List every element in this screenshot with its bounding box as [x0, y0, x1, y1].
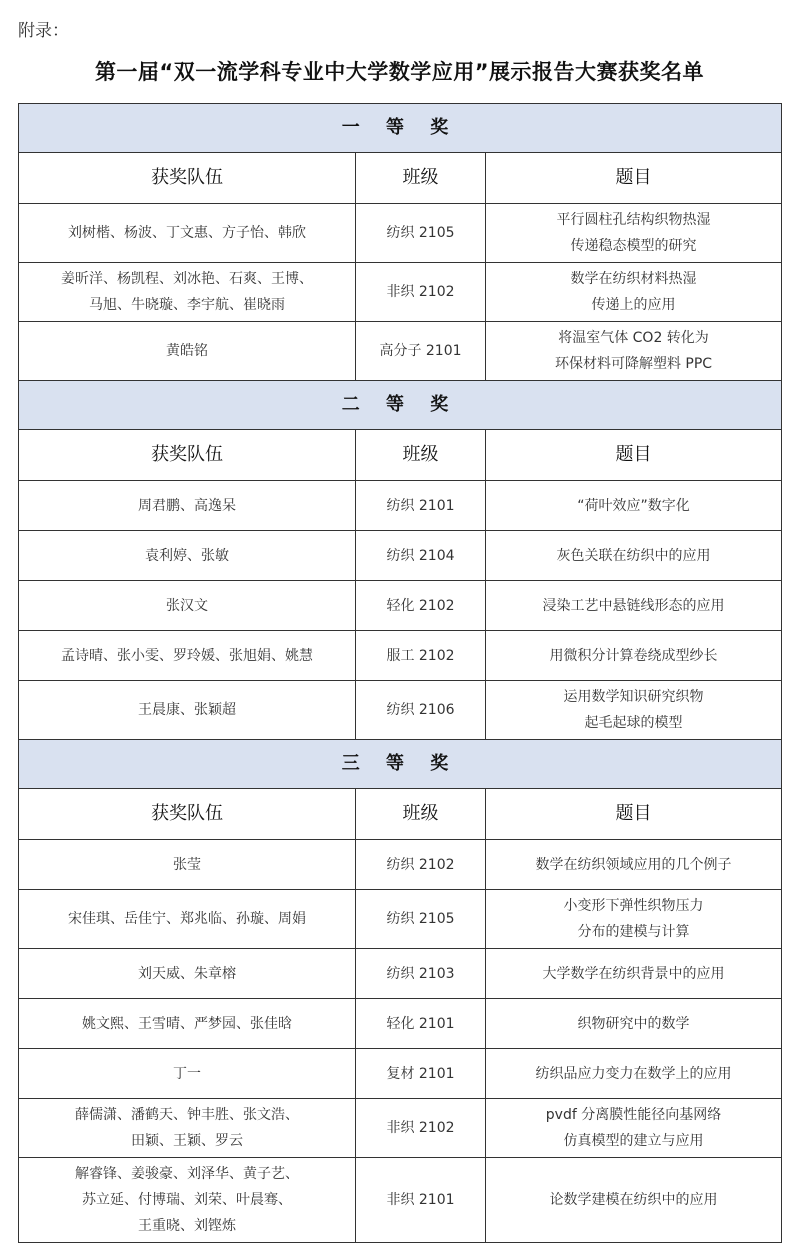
class-cell: 纺织 2101 — [356, 481, 486, 531]
topic-column-header: 题目 — [486, 789, 782, 840]
topic-cell: 将温室气体 CO2 转化为 环保材料可降解塑料 PPC — [486, 322, 782, 381]
team-cell: 孟诗晴、张小雯、罗玲媛、张旭娟、姚慧 — [19, 631, 356, 681]
table-row — [19, 581, 782, 631]
topic-cell: 数学在纺织领域应用的几个例子 — [486, 840, 782, 890]
topic-cell: 大学数学在纺织背景中的应用 — [486, 949, 782, 999]
table-row — [19, 681, 782, 740]
team-cell: 刘树楷、杨波、丁文惠、方子怡、韩欣 — [19, 204, 356, 263]
class-cell: 纺织 2103 — [356, 949, 486, 999]
class-cell: 非织 2102 — [356, 1099, 486, 1158]
class-cell: 轻化 2102 — [356, 581, 486, 631]
topic-cell: 织物研究中的数学 — [486, 999, 782, 1049]
column-header-row — [19, 153, 782, 204]
topic-cell: 运用数学知识研究织物 起毛起球的模型 — [486, 681, 782, 740]
column-header-row — [19, 789, 782, 840]
topic-cell: pvdf 分离膜性能径向基网络 仿真模型的建立与应用 — [486, 1099, 782, 1158]
second-prize-header — [19, 381, 782, 430]
class-cell: 高分子 2101 — [356, 322, 486, 381]
topic-cell: 浸染工艺中悬链线形态的应用 — [486, 581, 782, 631]
class-cell: 纺织 2104 — [356, 531, 486, 581]
class-cell: 非织 2102 — [356, 263, 486, 322]
second-prize-label: 二 等 奖 — [19, 381, 782, 430]
team-cell: 姚文熙、王雪晴、严梦园、张佳晗 — [19, 999, 356, 1049]
team-column-header: 获奖队伍 — [19, 153, 356, 204]
third-prize-label: 三 等 奖 — [19, 740, 782, 789]
table-row — [19, 840, 782, 890]
team-cell: 薛儒潇、潘鹤天、钟丰胜、张文浩、 田颖、王颖、罗云 — [19, 1099, 356, 1158]
table-row — [19, 949, 782, 999]
table-row — [19, 1158, 782, 1243]
class-cell: 纺织 2105 — [356, 890, 486, 949]
table-row — [19, 631, 782, 681]
first-prize-header — [19, 104, 782, 153]
topic-cell: 数学在纺织材料热湿 传递上的应用 — [486, 263, 782, 322]
topic-cell: 用微积分计算卷绕成型纱长 — [486, 631, 782, 681]
first-prize-label: 一 等 奖 — [19, 104, 782, 153]
team-cell: 丁一 — [19, 1049, 356, 1099]
table-row — [19, 1049, 782, 1099]
document-title: 第一届“双一流学科专业中大学数学应用”展示报告大赛获奖名单 — [94, 60, 705, 84]
team-cell: 姜昕洋、杨凯程、刘冰艳、石爽、王博、 马旭、牛晓璇、李宇航、崔晓雨 — [19, 263, 356, 322]
team-cell: 解睿锋、姜骏豪、刘泽华、黄子艺、 苏立延、付博瑞、刘荣、叶晨骞、 王重晓、刘铿炼 — [19, 1158, 356, 1243]
team-cell: 黄皓铭 — [19, 322, 356, 381]
team-cell: 刘天威、朱章榕 — [19, 949, 356, 999]
class-column-header: 班级 — [356, 789, 486, 840]
awards-table — [18, 103, 782, 1243]
topic-cell: “荷叶效应”数字化 — [486, 481, 782, 531]
table-row — [19, 481, 782, 531]
third-prize-header — [19, 740, 782, 789]
topic-cell: 灰色关联在纺织中的应用 — [486, 531, 782, 581]
team-cell: 袁利婷、张敏 — [19, 531, 356, 581]
class-cell: 纺织 2102 — [356, 840, 486, 890]
topic-cell: 纺织品应力变力在数学上的应用 — [486, 1049, 782, 1099]
team-cell: 宋佳琪、岳佳宁、郑兆临、孙璇、周娟 — [19, 890, 356, 949]
class-column-header: 班级 — [356, 153, 486, 204]
class-cell: 服工 2102 — [356, 631, 486, 681]
team-cell: 张莹 — [19, 840, 356, 890]
table-row — [19, 890, 782, 949]
table-row — [19, 204, 782, 263]
class-cell: 非织 2101 — [356, 1158, 486, 1243]
topic-column-header: 题目 — [486, 153, 782, 204]
class-cell: 纺织 2105 — [356, 204, 486, 263]
table-row — [19, 1099, 782, 1158]
table-row — [19, 263, 782, 322]
table-row — [19, 322, 782, 381]
class-cell: 纺织 2106 — [356, 681, 486, 740]
team-cell: 王晨康、张颖超 — [19, 681, 356, 740]
team-column-header: 获奖队伍 — [19, 430, 356, 481]
class-column-header: 班级 — [356, 430, 486, 481]
team-cell: 张汉文 — [19, 581, 356, 631]
topic-cell: 小变形下弹性织物压力 分布的建模与计算 — [486, 890, 782, 949]
class-cell: 复材 2101 — [356, 1049, 486, 1099]
topic-cell: 平行圆柱孔结构织物热湿 传递稳态模型的研究 — [486, 204, 782, 263]
table-row — [19, 999, 782, 1049]
column-header-row — [19, 430, 782, 481]
topic-column-header: 题目 — [486, 430, 782, 481]
table-row — [19, 531, 782, 581]
team-column-header: 获奖队伍 — [19, 789, 356, 840]
class-cell: 轻化 2101 — [356, 999, 486, 1049]
topic-cell: 论数学建模在纺织中的应用 — [486, 1158, 782, 1243]
team-cell: 周君鹏、高逸呆 — [19, 481, 356, 531]
appendix-label: 附录： — [18, 21, 69, 41]
